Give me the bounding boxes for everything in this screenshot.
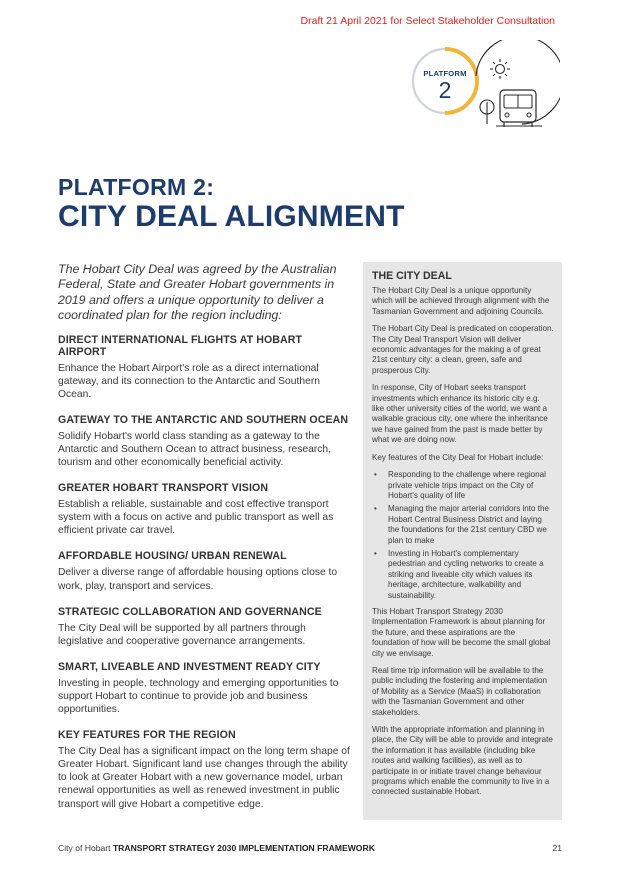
section [58, 729, 350, 810]
list-item-text: Responding to the challenge where regional private vehicle trips impact on the City of Hobart's quality of life [388, 470, 546, 500]
section [58, 482, 350, 537]
page-number: 21 [552, 843, 562, 853]
sidebar-paragraph: With the appropriate information and planning in place, the City will be able to provide and integrate the information it has available (including bike routes and walking facilities), as well as to participate in or initiate travel change behaviour programs which enable the community to live in a connected sustainable Hobart. [372, 725, 553, 797]
list-item-text: Investing in Hobart's complementary pedestrian and cycling networks to create a striking and liveable city which values its heritage, architecture, walkability and sustainability. [388, 548, 544, 600]
page-title-line1: PLATFORM 2: [58, 174, 215, 200]
list-item-text: Managing the major arterial corridors into the Hobart Central Business District and laying the foundations for the 21st century CBD we plan to make [388, 504, 550, 545]
section-heading: SMART, LIVEABLE AND INVESTMENT READY CITY [58, 660, 321, 673]
sidebar-paragraph: This Hobart Transport Strategy 2030 Implementation Framework is about planning for the future, and these aspirations are the foundation of how will be become the small global city we envisage. [372, 606, 551, 658]
sidebar-bullet-list [372, 470, 554, 601]
list-item [372, 470, 554, 501]
section-heading: KEY FEATURES FOR THE REGION [58, 729, 236, 742]
sidebar-paragraph: The Hobart City Deal is predicated on cooperation. The City Deal Transport Vision will deliver economic advantages for the making a of great 21st century city: a clean, green, safe and prosperous City. [372, 324, 554, 375]
section-body: The City Deal has a significant impact on the long term shape of Greater Hobart. Significant land use changes through the ability to look at Greater Hobart with a new governance model, urban renewal opportunities as well as renewed investment in public transport will give Hobart a competitive edge. [58, 746, 350, 810]
section-body: Deliver a diverse range of affordable housing options close to work, play, transport and services. [58, 567, 338, 592]
sidebar-paragraph: In response, City of Hobart seeks transport investments which enhance its historic city e.g. like other university cities of the world, we want a walkable gracious city, one where the inheritance we have gained from the past is made better by what we are doing now. [372, 383, 548, 445]
section [58, 414, 350, 469]
city-deal-sidebar [363, 262, 562, 820]
bullet-icon: • [374, 470, 377, 480]
section-heading: GREATER HOBART TRANSPORT VISION [58, 482, 269, 495]
section-body: Solidify Hobart's world class standing as a gateway to the Antarctic and Southern Ocean to attract business, research, tourism and other economically beneficial activity. [58, 430, 332, 469]
sidebar-paragraph: The Hobart City Deal is a unique opportunity which will be achieved through alignment with the Tasmanian Government and adjoining Councils. [372, 286, 550, 316]
section [58, 550, 350, 592]
section-heading: DIRECT INTERNATIONAL FLIGHTS AT HOBART AIRPORT [58, 333, 303, 358]
section-body: Enhance the Hobart Airport's role as a direct international gateway, and its connection to the Antarctic and Southern Ocean. [58, 362, 320, 400]
page-title-line2: CITY DEAL ALIGNMENT [58, 200, 405, 233]
footer-prefix: City of Hobart [58, 843, 111, 853]
section-heading: GATEWAY TO THE ANTARCTIC AND SOUTHERN OCEAN [58, 413, 349, 426]
section-heading: STRATEGIC COLLABORATION AND GOVERNANCE [58, 605, 322, 618]
bullet-icon: • [374, 504, 377, 514]
section-heading: AFFORDABLE HOUSING/ URBAN RENEWAL [58, 550, 287, 563]
draft-note: Draft 21 April 2021 for Select Stakeholder Consultation [300, 15, 555, 27]
section-body: The City Deal will be supported by all partners through legislative and cooperative governance arrangements. [58, 622, 306, 647]
section-body: Establish a reliable, sustainable and cost effective transport system with a focus on active and public transport as well as efficient private car travel. [58, 499, 334, 537]
list-item [372, 504, 554, 546]
bullet-icon: • [374, 548, 377, 558]
emblem-number: 2 [438, 77, 452, 103]
section [58, 606, 350, 648]
sidebar-title: THE CITY DEAL [372, 270, 452, 282]
sidebar-paragraph: Real time trip information will be available to the public including the fostering and implementation of Mobility as a Service (MaaS) in collaboration with the Tasmanian Government and other stakeholders. [372, 666, 548, 717]
page-footer [58, 843, 375, 853]
list-item [372, 549, 554, 601]
main-column [58, 262, 350, 824]
footer-title: TRANSPORT STRATEGY 2030 IMPLEMENTATION FRAMEWORK [112, 843, 375, 853]
section [58, 334, 350, 401]
section [58, 661, 350, 716]
section-body: Investing in people, technology and emerging opportunities to support Hobart to continue to provide job and business opportunities. [58, 677, 339, 716]
emblem-label: PLATFORM [423, 69, 467, 78]
sidebar-paragraph: Key features of the City Deal for Hobart include: [372, 452, 544, 462]
intro-paragraph: The Hobart City Deal was agreed by the Australian Federal, State and Greater Hobart governments in 2019 and offers a unique opportunity to deliver a coordinated plan for the region including: [58, 262, 337, 323]
